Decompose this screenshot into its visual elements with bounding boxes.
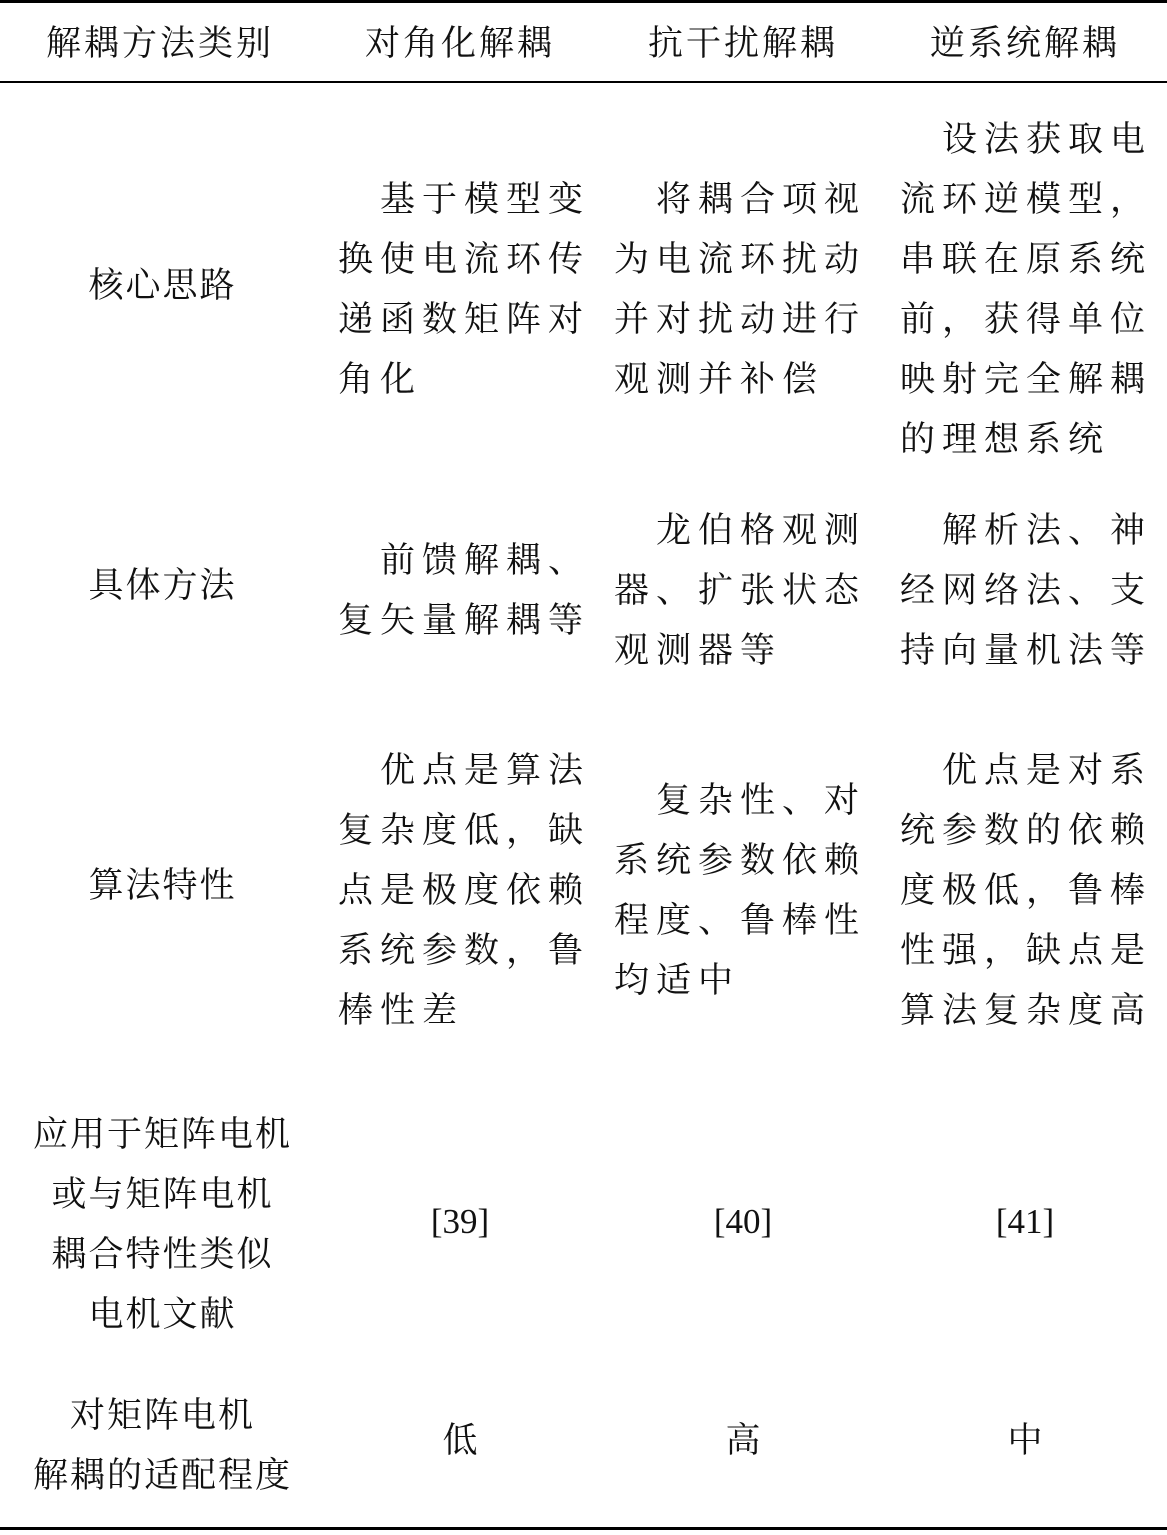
row-label-specific-methods: 具体方法 <box>88 566 237 606</box>
cell-methods-disturbance: 龙伯格观测 器、扩张状态 观测器等 <box>614 511 867 671</box>
header-rule <box>0 81 1167 83</box>
cell-reference-inverse: [41] <box>995 1202 1055 1241</box>
table-bottom-rule <box>0 1527 1167 1530</box>
cell-suitability-inverse: 中 <box>1007 1421 1043 1461</box>
cell-characteristics-disturbance: 复杂性、对 系统参数依赖 程度、鲁棒性 均适中 <box>614 781 867 1001</box>
cell-methods-inverse: 解析法、神 经网络法、支 持向量机法等 <box>900 511 1153 671</box>
header-disturbance-rejection-decoupling: 抗干扰解耦 <box>647 24 838 64</box>
row-label-core-idea: 核心思路 <box>88 266 237 306</box>
row-label-suitability: 对矩阵电机 解耦的适配程度 <box>32 1396 292 1496</box>
table-top-rule <box>0 0 1167 3</box>
cell-methods-diagonal: 前馈解耦、 复矢量解耦等 <box>338 541 591 641</box>
cell-core-idea-diagonal: 基于模型变 换使电流环传 递函数矩阵对 角化 <box>338 180 591 400</box>
cell-characteristics-inverse: 优点是对系 统参数的依赖 度极低，鲁棒 性强，缺点是 算法复杂度高 <box>900 751 1153 1031</box>
cell-core-idea-disturbance: 将耦合项视 为电流环扰动 并对扰动进行 观测并补偿 <box>614 180 867 400</box>
row-label-algorithm-characteristics: 算法特性 <box>88 866 237 906</box>
header-diagonal-decoupling: 对角化解耦 <box>364 24 555 64</box>
cell-reference-diagonal: [39] <box>430 1202 490 1241</box>
header-inverse-system-decoupling: 逆系统解耦 <box>929 24 1120 64</box>
row-label-references: 应用于矩阵电机 或与矩阵电机 耦合特性类似 电机文献 <box>32 1115 292 1335</box>
header-method-category: 解耦方法类别 <box>45 24 274 64</box>
cell-characteristics-diagonal: 优点是算法 复杂度低，缺 点是极度依赖 系统参数，鲁 棒性差 <box>338 751 591 1031</box>
cell-suitability-diagonal: 低 <box>442 1421 478 1461</box>
cell-reference-disturbance: [40] <box>713 1202 773 1241</box>
cell-core-idea-inverse: 设法获取电 流环逆模型， 串联在原系统 前，获得单位 映射完全解耦 的理想系统 <box>900 120 1153 460</box>
cell-suitability-disturbance: 高 <box>725 1421 761 1461</box>
